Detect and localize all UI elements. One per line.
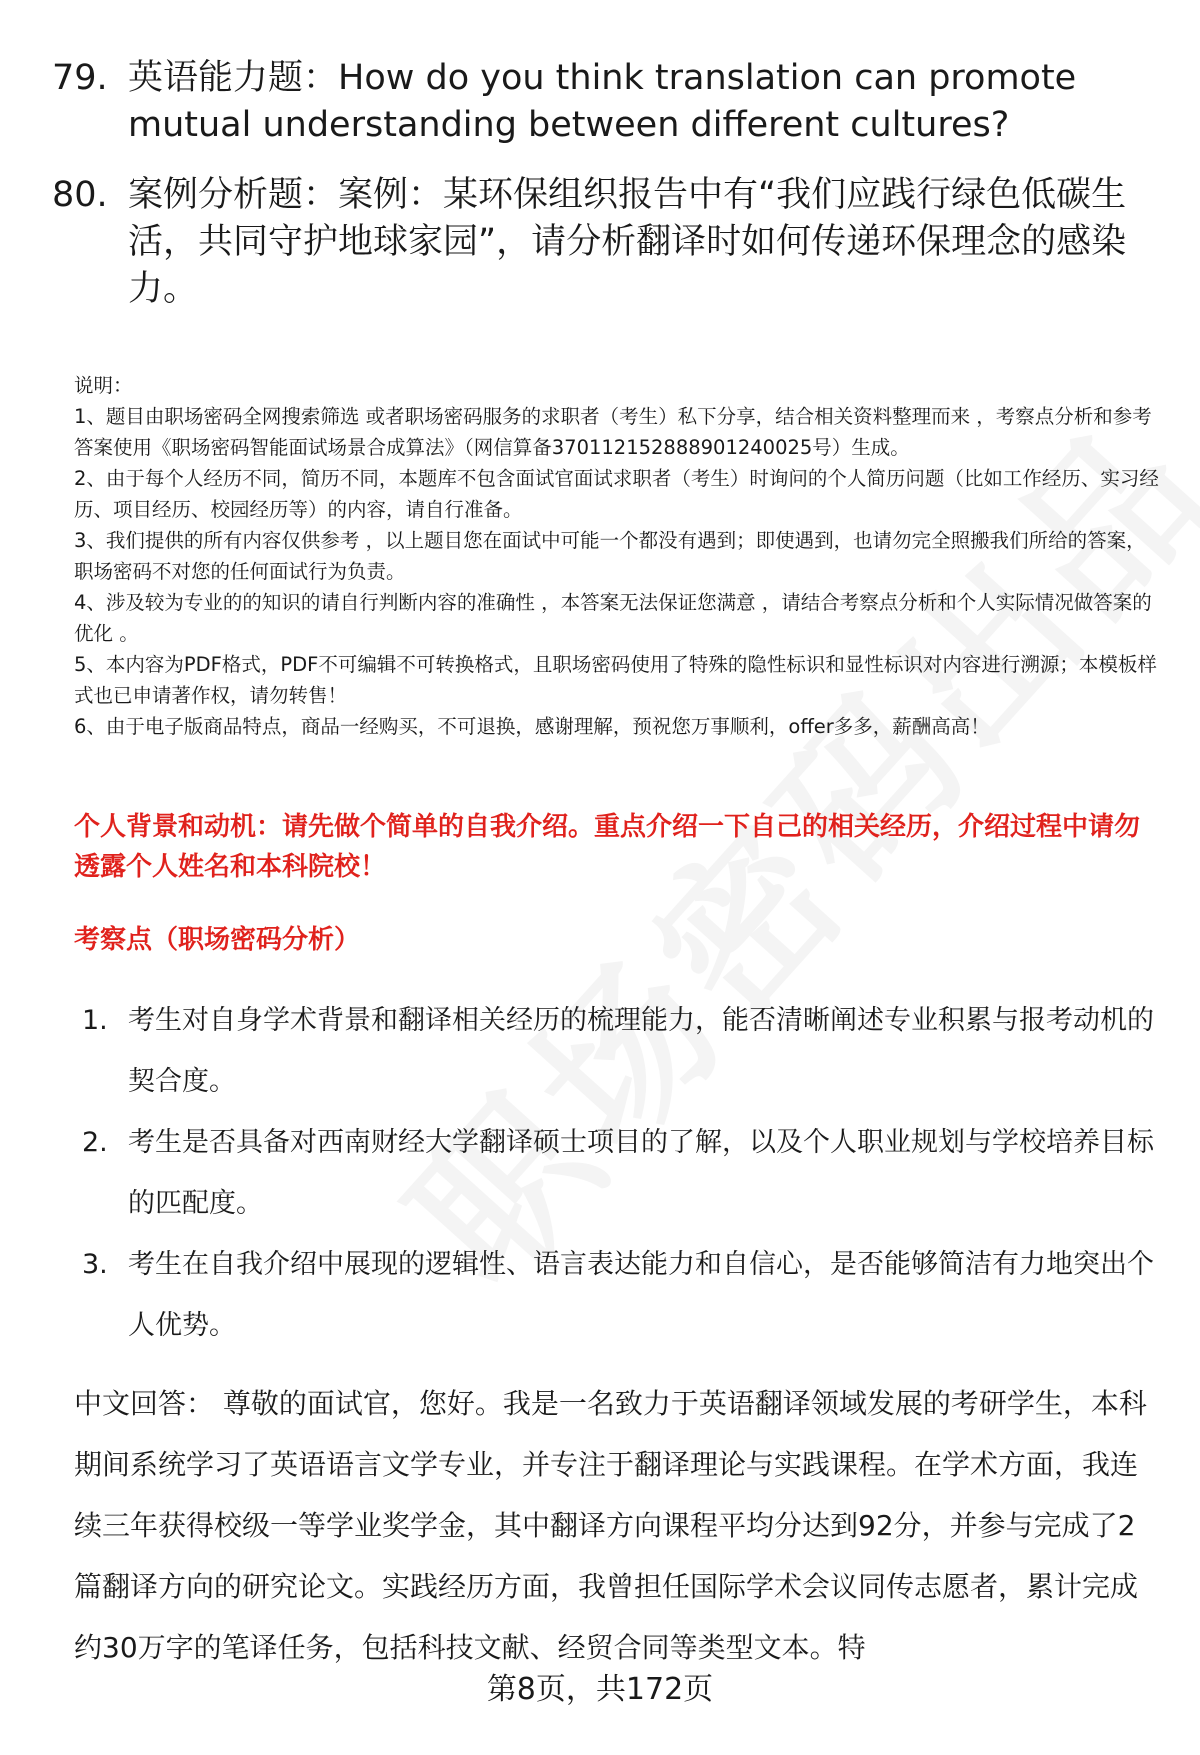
question-number: 79.: [52, 58, 108, 98]
question-79: [52, 55, 1152, 149]
note-item: 1、题目由职场密码全网搜索筛选 或者职场密码服务的求职者（考生）私下分享，结合相关资料整理而来 ，考察点分析和参考答案使用《职场密码智能面试场景合成算法》（网信算备370112152888901240025号）生成。: [74, 405, 1152, 459]
point-text: 考生对自身学术背景和翻译相关经历的梳理能力，能否清晰阐述专业积累与报考动机的契合度。: [128, 1005, 1154, 1097]
note-item: 3、我们提供的所有内容仅供参考 ，以上题目您在面试中可能一个都没有遇到；即使遇到，也请勿完全照搬我们所给的答案，职场密码不对您的任何面试行为负责。: [74, 529, 1146, 583]
analysis-points: [82, 990, 1157, 1356]
question-number: 80.: [52, 175, 108, 215]
point-text: 考生在自我介绍中展现的逻辑性、语言表达能力和自信心，是否能够简洁有力地突出个人优势。: [128, 1249, 1154, 1341]
notes-heading: 说明：: [74, 374, 133, 397]
point-text: 考生是否具备对西南财经大学翻译硕士项目的了解，以及个人职业规划与学校培养目标的匹配度。: [128, 1127, 1154, 1219]
question-text: 英语能力题：How do you think translation can promote mutual understanding between different cultures?: [128, 58, 1077, 145]
point-number: 3.: [82, 1249, 108, 1280]
question-text: 案例分析题：案例：某环保组织报告中有“我们应践行绿色低碳生活，共同守护地球家园”，请分析翻译时如何传递环保理念的感染力。: [128, 175, 1127, 309]
points-title: 考察点（职场密码分析）: [74, 925, 361, 955]
point-number: 2.: [82, 1127, 108, 1158]
list-item: [82, 990, 1157, 1112]
note-item: 5、本内容为PDF格式，PDF不可编辑不可转换格式，且职场密码使用了特殊的隐性标识和显性标识对内容进行溯源；本模板样式也已申请著作权，请勿转售！: [74, 653, 1157, 707]
page-footer: 第8页，共172页: [486, 1672, 714, 1707]
notes-section: [74, 370, 1164, 742]
note-item: 4、涉及较为专业的的知识的请自行判断内容的准确性 ，本答案无法保证您满意 ，请结合考察点分析和个人实际情况做答案的优化 。: [74, 591, 1152, 645]
note-item: 2、由于每个人经历不同，简历不同，本题库不包含面试官面试求职者（考生）时询问的个人简历问题（比如工作经历、实习经历、项目经历、校园经历等）的内容，请自行准备。: [74, 467, 1159, 521]
point-number: 1.: [82, 1005, 108, 1036]
list-item: [82, 1234, 1157, 1356]
answer-text: 中文回答： 尊敬的面试官，您好。我是一名致力于英语翻译领域发展的考研学生，本科期间系统学习了英语语言文学专业，并专注于翻译理论与实践课程。在学术方面，我连续三年获得校级一等学业奖学金，其中翻译方向课程平均分达到92分，并参与完成了2篇翻译方向的研究论文。实践经历方面，我曾担任国际学术会议同传志愿者，累计完成约30万字的笔译任务，包括科技文献、经贸合同等类型文本。特: [74, 1387, 1147, 1664]
note-item: 6、由于电子版商品特点，商品一经购买，不可退换，感谢理解，预祝您万事顺利，offer多多，薪酬高高！: [74, 715, 990, 738]
question-80: [52, 172, 1152, 313]
list-item: [82, 1112, 1157, 1234]
section-title: 个人背景和动机：请先做个简单的自我介绍。重点介绍一下自己的相关经历，介绍过程中请勿透露个人姓名和本科院校！: [74, 812, 1141, 882]
